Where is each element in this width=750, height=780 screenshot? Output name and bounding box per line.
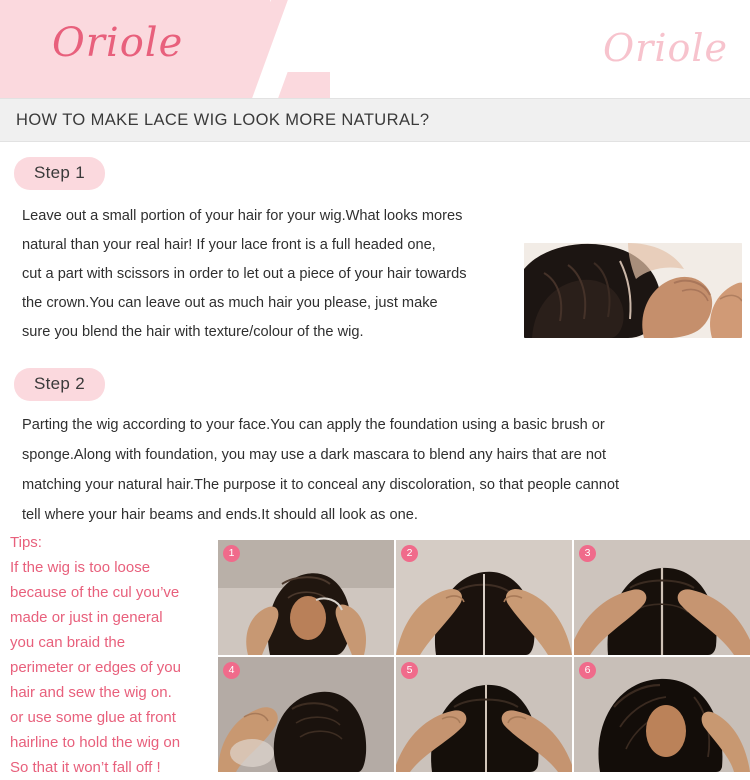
tutorial-photo-1	[218, 540, 394, 655]
step-1-label: Step 1	[14, 157, 105, 190]
photo-badge-5: 5	[401, 662, 418, 679]
tips-block	[10, 530, 220, 780]
tips-line-5: perimeter or edges of you	[10, 659, 181, 676]
page-title-bar	[0, 98, 750, 142]
tips-line-1: If the wig is too loose	[10, 559, 151, 576]
step-1-line-4: the crown.You can leave out as much hair you please, just make	[22, 295, 438, 311]
photo-badge-4: 4	[223, 662, 240, 679]
step-1-line-5: sure you blend the hair with texture/colour of the wig.	[22, 324, 364, 340]
tutorial-photo-4	[218, 657, 394, 772]
tips-line-6: hair and sew the wig on.	[10, 684, 172, 701]
step-2-label: Step 2	[14, 368, 105, 401]
photo-badge-3: 3	[579, 545, 596, 562]
tips-line-9: So that it won’t fall off !	[10, 759, 161, 776]
step-1-line-3: cut a part with scissors in order to let out a piece of your hair towards	[22, 266, 467, 282]
step-1-line-1: Leave out a small portion of your hair for your wig.What looks mores	[22, 208, 463, 224]
tutorial-photo-grid	[218, 540, 750, 772]
tips-line-8: hairline to hold the wig on	[10, 734, 181, 751]
tips-line-4: you can braid the	[10, 634, 126, 651]
step-2-badge	[14, 368, 105, 401]
tutorial-photo-3	[574, 540, 750, 655]
brand-logo-primary: Oriole	[52, 20, 184, 66]
tutorial-photo-2-illustration	[396, 540, 572, 655]
photo-badge-6: 6	[579, 662, 596, 679]
step-2-line-1: Parting the wig according to your face.You can apply the foundation using a basic brush or	[22, 417, 605, 433]
tutorial-photo-5-illustration	[396, 657, 572, 772]
brand-logo-watermark: Oriole	[603, 26, 728, 70]
step-2-body	[22, 410, 734, 530]
step-1-photo	[524, 243, 742, 338]
tips-line-2: because of the cul you’ve	[10, 584, 180, 601]
tutorial-photo-5	[396, 657, 572, 772]
step-1-badge	[14, 157, 105, 190]
tutorial-photo-2	[396, 540, 572, 655]
step-2-line-4: tell where your hair beams and ends.It should all look as one.	[22, 507, 418, 523]
photo-badge-1: 1	[223, 545, 240, 562]
step-2-line-3: matching your natural hair.The purpose it to conceal any discoloration, so that people cannot	[22, 477, 620, 493]
tutorial-photo-1-illustration	[218, 540, 394, 655]
tutorial-photo-3-illustration	[574, 540, 750, 655]
step-2-line-2: sponge.Along with foundation, you may use a dark mascara to blend any hairs that are not	[22, 447, 607, 463]
tips-line-3: made or just in general	[10, 609, 163, 626]
tutorial-photo-6	[574, 657, 750, 772]
step-1-line-2: natural than your real hair! If your lace front is a full headed one,	[22, 237, 436, 253]
step-1-body	[22, 202, 552, 347]
tips-line-7: or use some glue at front	[10, 709, 176, 726]
tutorial-photo-4-illustration	[218, 657, 394, 772]
step-1-photo-illustration	[524, 243, 742, 338]
page-title: HOW TO MAKE LACE WIG LOOK MORE NATURAL?	[16, 110, 430, 129]
tutorial-photo-6-illustration	[574, 657, 750, 772]
header-banner	[0, 0, 750, 98]
photo-badge-2: 2	[401, 545, 418, 562]
tips-label: Tips:	[10, 534, 42, 551]
